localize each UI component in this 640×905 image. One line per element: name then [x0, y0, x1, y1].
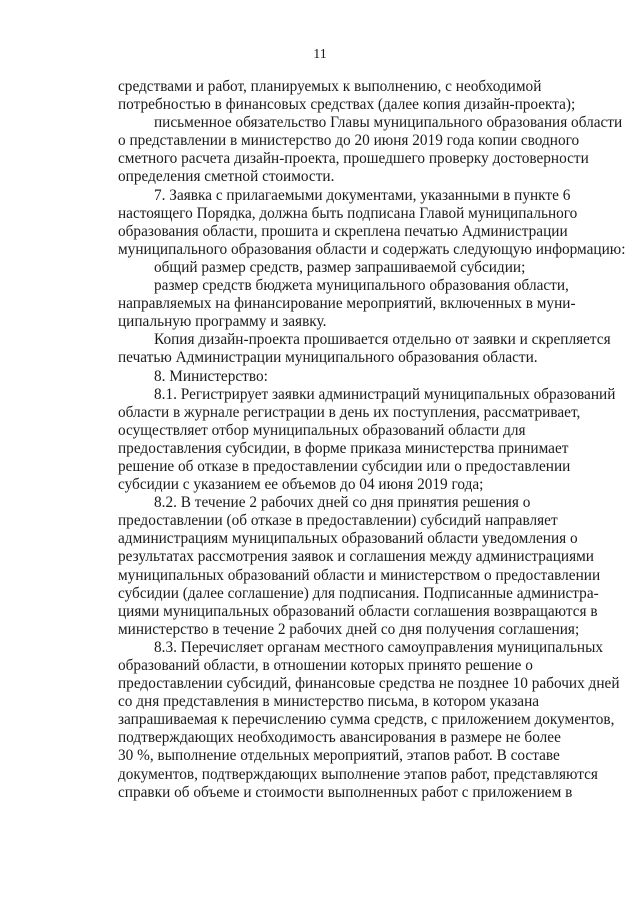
- text-line: определения сметной стоимости.: [118, 168, 335, 186]
- text-line: документов, подтверждающих выполнение этапов работ, представляются: [118, 765, 598, 783]
- text-line: печатью Администрации муниципального образования области.: [118, 349, 538, 367]
- text-line: общий размер средств, размер запрашиваемой субсидии;: [154, 258, 526, 276]
- page-number: 11: [313, 47, 327, 62]
- text-line: субсидии с указанием ее объемов до 04 июня 2019 года;: [118, 476, 484, 494]
- text-line: предоставления субсидии, в форме приказа министерства принимает: [118, 439, 569, 457]
- text-line: муниципальных образований области и министерством о предоставлении: [118, 566, 601, 584]
- text-line: ципальную программу и заявку.: [118, 313, 327, 331]
- text-line: решение об отказе в предоставлении субсидии или о предоставлении: [118, 457, 571, 475]
- text-line: письменное обязательство Главы муниципального образования области: [154, 114, 623, 132]
- text-line: 8.2. В течение 2 рабочих дней со дня принятия решения о: [154, 494, 531, 512]
- text-line: осуществляет отбор муниципальных образований области для: [118, 421, 526, 439]
- text-line: со дня представления в министерство письма, в котором указана: [118, 693, 540, 711]
- text-line: сметного расчета дизайн-проекта, прошедшего проверку достоверности: [118, 150, 589, 168]
- text-line: предоставлении (об отказе в предоставлении) субсидий направляет: [118, 512, 558, 530]
- text-line: средствами и работ, планируемых к выполнению, с необходимой: [118, 78, 542, 95]
- text-line: 8.3. Перечисляет органам местного самоуправления муниципальных: [154, 638, 604, 656]
- text-line: подтверждающих необходимость авансирования в размере не более: [118, 729, 561, 747]
- text-line: администрациям муниципальных образований области уведомления о: [118, 530, 578, 548]
- body-text: [118, 78, 626, 802]
- text-line: субсидии (далее соглашение) для подписания. Подписанные администра-: [118, 584, 599, 602]
- text-line: о представлении в министерство до 20 июня 2019 года копии сводного: [118, 132, 580, 150]
- text-line: муниципального образования области и содержать следующую информацию:: [118, 240, 626, 258]
- text-line: направляемых на финансирование мероприятий, включенных в муни-: [118, 295, 576, 313]
- text-line: размер средств бюджета муниципального образования области,: [154, 277, 569, 295]
- text-line: предоставлении субсидий, финансовые средства не позднее 10 рабочих дней: [118, 675, 620, 693]
- text-line: 8.1. Регистрирует заявки администраций муниципальных образований: [154, 385, 616, 403]
- text-line: 7. Заявка с прилагаемыми документами, указанными в пункте 6: [154, 186, 571, 204]
- text-line: Копия дизайн-проекта прошивается отдельно от заявки и скрепляется: [154, 331, 611, 349]
- text-line: запрашиваемая к перечислению сумма средств, с приложением документов,: [118, 711, 615, 729]
- text-line: министерство в течение 2 рабочих дней со дня получения соглашения;: [118, 620, 580, 638]
- text-line: образований области, в отношении которых принято решение о: [118, 657, 533, 674]
- text-line: справки об объеме и стоимости выполненных работ с приложением в: [118, 783, 573, 801]
- text-line: потребностью в финансовых средствах (далее копия дизайн-проекта);: [118, 96, 576, 114]
- text-line: 30 %, выполнение отдельных мероприятий, этапов работ. В составе: [118, 747, 560, 765]
- text-line: 8. Министерство:: [154, 367, 268, 385]
- text-line: результатах рассмотрения заявок и соглашения между администрациями: [118, 548, 594, 566]
- text-line: настоящего Порядка, должна быть подписана Главой муниципального: [118, 204, 578, 222]
- text-line: области в журнале регистрации в день их поступления, рассматривает,: [118, 403, 581, 421]
- text-line: образования области, прошита и скреплена печатью Администрации: [118, 222, 568, 240]
- text-line: циями муниципальных образований области соглашения возвращаются в: [118, 602, 598, 620]
